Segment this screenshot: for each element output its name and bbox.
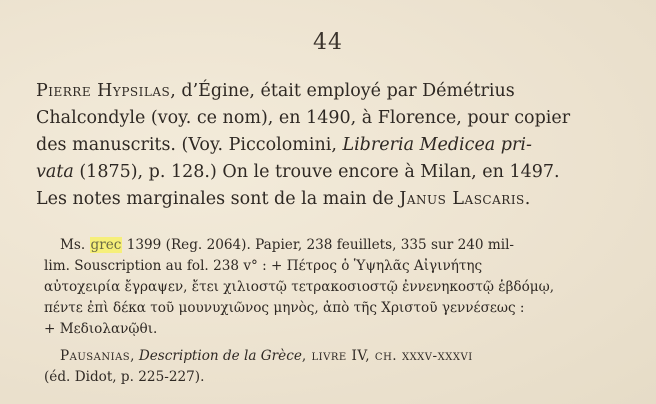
main-line-1-text: , d’Égine, était employé par Démétrius	[170, 81, 515, 101]
note-line-4-greek: πέντε ἐπὶ δέκα τοῦ μουνυχιῶνος μηνὸς, ἀπὸ τῆς Χριστοῦ γεννέσεως :	[44, 300, 525, 316]
note-line-6-sep: ,	[130, 348, 139, 364]
main-line-4	[36, 159, 560, 185]
note-line-3-greek: αὐτοχειρία ἔγραψεν, ἔτει χιλιοστῷ τετρακοσιοστῷ ἐννενηκοστῷ ἑβδόμῳ,	[44, 279, 555, 295]
main-line-5-text: Les notes marginales sont de la main de	[36, 189, 400, 209]
main-line-3	[36, 132, 532, 158]
note-line-1-start: Ms.	[60, 237, 90, 253]
page-number: 44	[313, 30, 343, 55]
note-line-1-rest: 1399 (Reg. 2064). Papier, 238 feuillets, 335 sur 240 mil-	[122, 237, 515, 253]
main-line-5-end: .	[524, 189, 531, 209]
note-line-2: lim. Souscription au fol. 238 v° : + Πέτρος ὁ Ὑψηλᾶς Αἰγινήτης	[44, 258, 483, 274]
person-name-pierre-hypsilas: Pierre Hypsilas	[36, 81, 171, 101]
book-title-vata: vata	[36, 162, 74, 182]
highlighted-word-grec: grec	[90, 237, 122, 253]
note-line-6	[60, 346, 473, 366]
author-name-pausanias: Pausanias	[60, 348, 131, 364]
person-name-janus-lascaris: Janus Lascaris	[399, 189, 525, 209]
main-line-4-text: (1875), p. 128.) On le trouve encore à Milan, en 1497.	[73, 162, 560, 182]
main-line-3-text: des manuscrits. (Voy. Piccolomini,	[36, 135, 343, 155]
note-line-6-rest: , livre IV, ch. xxxv-xxxvi	[301, 348, 473, 364]
main-line-1	[36, 78, 515, 104]
note-line-7: (éd. Didot, p. 225-227).	[44, 369, 205, 385]
book-title-libreria: Libreria Medicea pri-	[342, 135, 532, 155]
note-line-5-greek: + Μεδιολανῷθι.	[44, 321, 158, 337]
note-line-1	[60, 235, 514, 255]
main-line-2: Chalcondyle (voy. ce nom), en 1490, à Florence, pour copier	[36, 108, 571, 128]
main-line-5	[36, 186, 530, 212]
book-title-description: Description de la Grèce	[138, 348, 302, 364]
